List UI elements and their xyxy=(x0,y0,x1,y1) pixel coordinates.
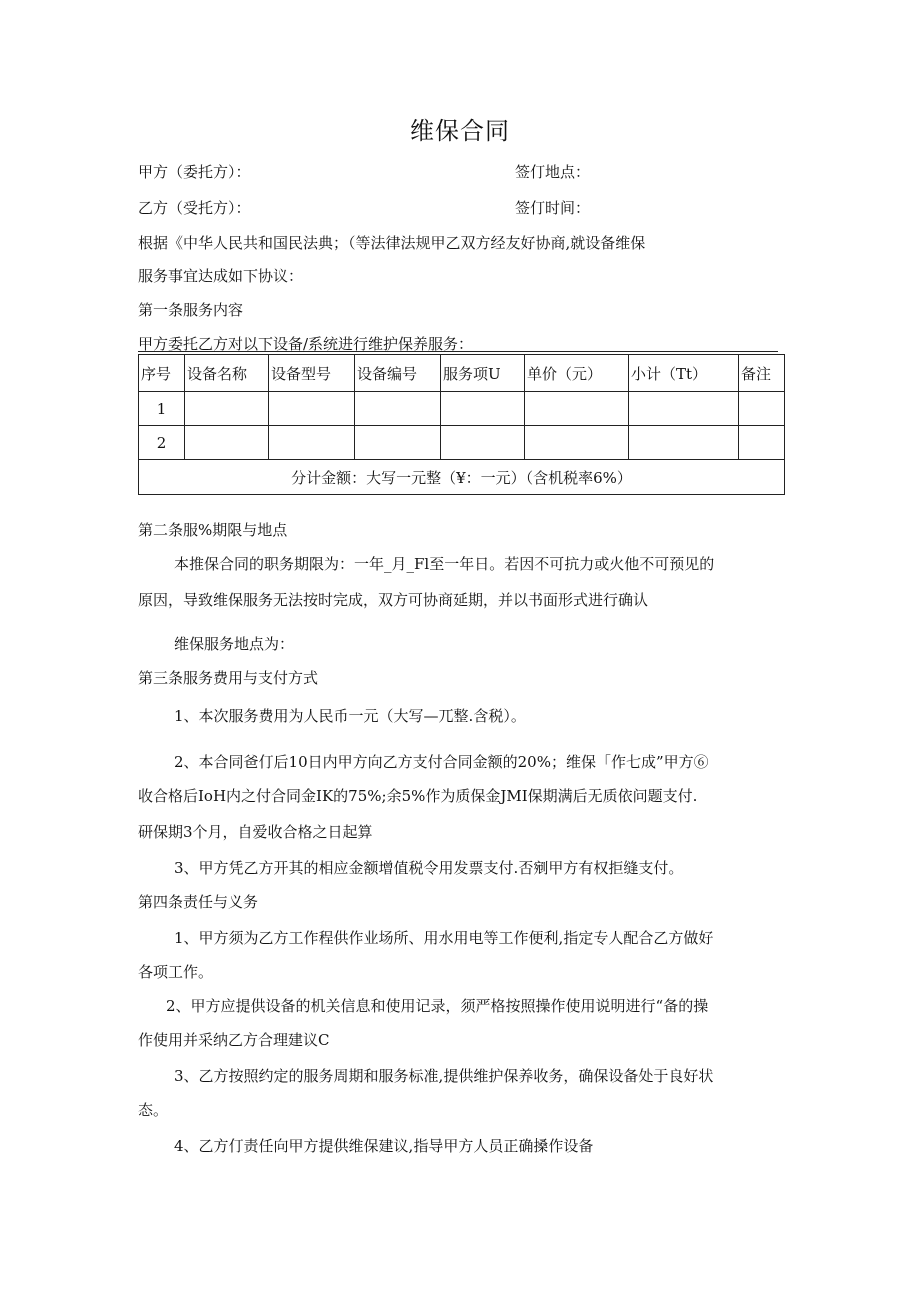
article-2-para-line-2: 原因，导致维保服务无法按时完成，双方可协商延期，并以书面形式进行确认 xyxy=(138,591,649,609)
row-index: 1 xyxy=(139,392,185,426)
table-cell xyxy=(739,426,785,460)
article-4-item-4: 4、乙方仃责任向甲方提供维保建议,指导甲方人员正确搡作设备 xyxy=(174,1137,594,1155)
article-3-item-1: 1、本次服务费用为人民币一元（大写—兀整.含税）。 xyxy=(174,707,526,725)
article-4-item-2-line-2: 作使用并采纳乙方合理建议C xyxy=(138,1031,330,1049)
lead-underline xyxy=(138,351,778,352)
article-4-item-1-line-1: 1、甲方须为乙方工作程供作业场所、用水用电等工作便利,指定专人配合乙方做好 xyxy=(174,929,714,947)
document-title: 维保合同 xyxy=(410,117,510,145)
party-b-label: 乙方（受托方）： xyxy=(138,199,251,217)
table-cell xyxy=(355,392,441,426)
table-cell xyxy=(269,392,355,426)
col-header-index: 序号 xyxy=(139,355,185,392)
col-header-remark: 备注 xyxy=(739,355,785,392)
total-amount: 分计金额：大写一元整（¥：一元）（含机税率6%） xyxy=(139,460,785,495)
table-cell xyxy=(441,426,525,460)
article-3-item-2-line-2: 收合格后IoH内之付合同金IK的75%;余5%作为质保金JMI保期满后无质依问题支付. xyxy=(138,787,698,805)
col-header-unit-price: 单价（元） xyxy=(525,355,629,392)
table-cell xyxy=(185,392,269,426)
col-header-number: 设备编号 xyxy=(355,355,441,392)
sign-place-label: 签仃地点： xyxy=(515,163,591,181)
article-1-heading: 第一条服务内容 xyxy=(138,301,244,319)
row-index: 2 xyxy=(139,426,185,460)
article-3-item-3: 3、甲方凭乙方开其的相应金额增值税令用发票支付.否剜甲方有权拒缝支付。 xyxy=(174,859,684,877)
article-1-lead: 甲方委托乙方对以下设备/系统进行维护保养服务： xyxy=(138,335,474,353)
table-cell xyxy=(269,426,355,460)
article-4-item-2-line-1: 2、甲方应提供设备的机关信息和使用记录，须严格按照操作使用说明进行“备的操 xyxy=(166,997,709,1015)
col-header-subtotal: 小计（Tt） xyxy=(629,355,739,392)
table-cell xyxy=(739,392,785,426)
table-cell xyxy=(441,392,525,426)
table-cell xyxy=(185,426,269,460)
table-row xyxy=(139,392,785,426)
table-cell xyxy=(629,426,739,460)
col-header-name: 设备名称 xyxy=(185,355,269,392)
article-4-item-3-line-2: 态。 xyxy=(138,1101,169,1119)
sign-time-label: 签仃时间： xyxy=(515,199,591,217)
intro-line-2: 服务事宜达成如下协议： xyxy=(138,267,304,285)
article-4-heading: 第四条责任与义务 xyxy=(138,893,259,911)
col-header-model: 设备型号 xyxy=(269,355,355,392)
party-a-label: 甲方（委托方）： xyxy=(138,163,251,181)
table-cell xyxy=(525,426,629,460)
col-header-service: 服务项U xyxy=(441,355,525,392)
service-location: 维保服务地点为： xyxy=(174,635,295,653)
article-4-item-1-line-2: 各项工作。 xyxy=(138,963,214,981)
table-header-row xyxy=(139,355,785,392)
intro-line-1: 根据《中华人民共和国民法典；（等法律法规甲乙双方经友好协商,就设备维保 xyxy=(138,234,646,252)
article-3-item-2-line-3: 研保期3个月，自爱收合格之日起算 xyxy=(138,823,373,841)
table-total-row xyxy=(139,460,785,495)
article-3-heading: 第三条服务费用与支付方式 xyxy=(138,669,319,687)
article-4-item-3-line-1: 3、乙方按照约定的服务周期和服务标准,提供维护保养收务，确保设备处于良好状 xyxy=(174,1067,714,1085)
article-2-para-line-1: 本推保合同的职务期限为：一年_月_Fl至一年日。若因不可抗力或火他不可预见的 xyxy=(174,555,715,573)
equipment-table xyxy=(138,354,785,495)
article-3-item-2-line-1: 2、本合同爸仃后10日内甲方向乙方支付合同金额的20%；维保「作七成”甲方⑥ xyxy=(174,753,709,771)
table-cell xyxy=(355,426,441,460)
article-2-heading: 第二条服%期限与地点 xyxy=(138,521,288,539)
table-cell xyxy=(525,392,629,426)
table-row xyxy=(139,426,785,460)
table-cell xyxy=(629,392,739,426)
